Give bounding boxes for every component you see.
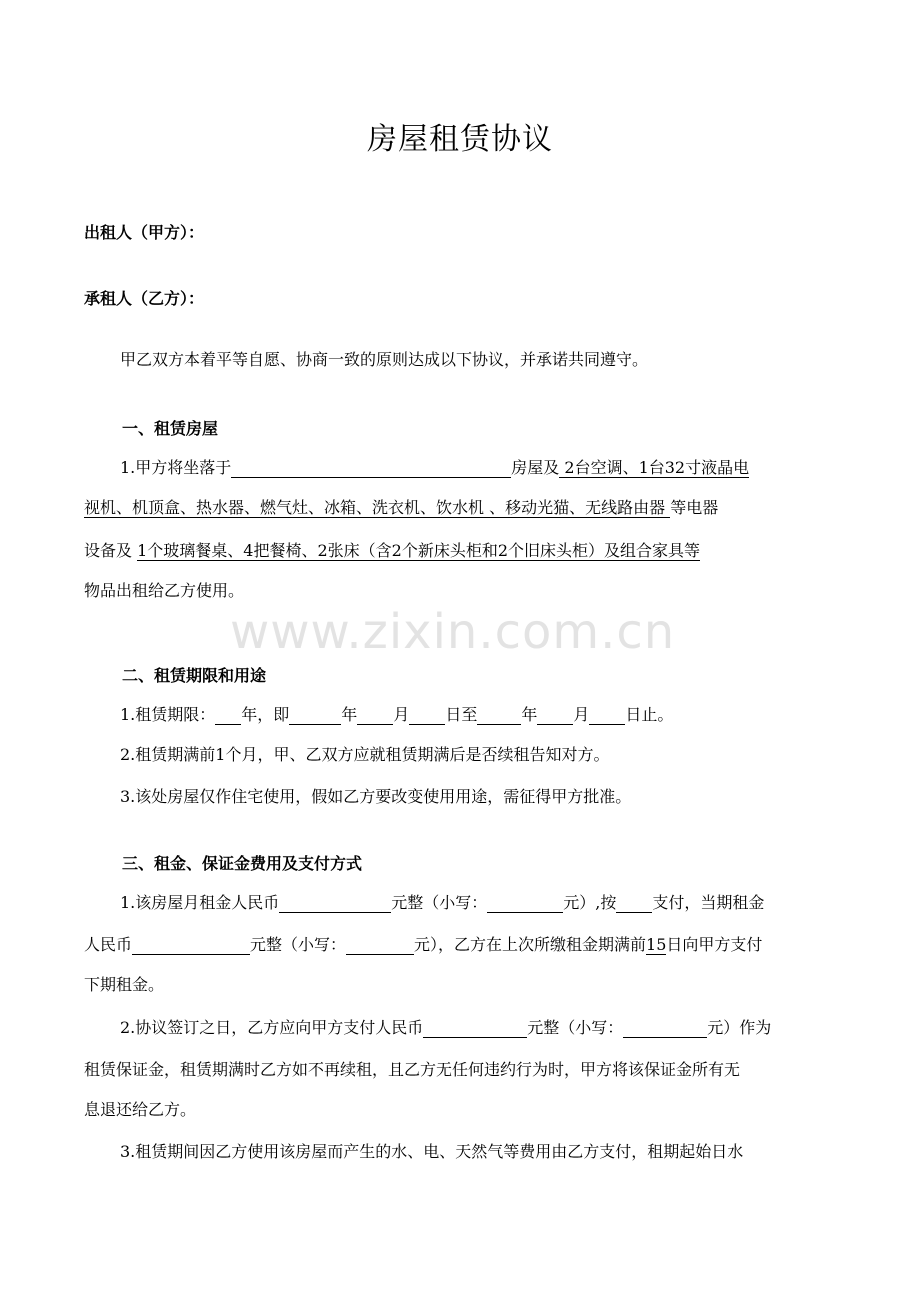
s2-text: 年 [341,705,358,724]
s2-text: 日至 [445,705,478,724]
monthly-rent-digits-blank[interactable] [487,894,563,913]
s1-text: 等电器 [670,498,719,517]
s1-line-1 [120,458,749,478]
s2-term-line [120,705,673,725]
s2-text: 1.租赁期限： [120,705,216,724]
current-rent-blank[interactable] [132,936,250,955]
s1-text: 1.甲方将坐落于 [120,458,232,477]
end-year-blank[interactable] [477,706,521,725]
s3-rent-line-2 [84,935,762,955]
s3-rent-line-1 [120,893,764,913]
intro-paragraph: 甲乙双方本着平等自愿、协商一致的原则达成以下协议，并承诺共同遵守。 [120,350,649,369]
s3-rent-line-3: 下期租金。 [84,975,165,994]
address-blank[interactable] [231,459,511,478]
s1-line-4: 物品出租给乙方使用。 [84,581,245,600]
s1-text: 设备及 [84,541,138,560]
s2-text: 年，即 [241,705,290,724]
s2-text: 年 [521,705,538,724]
s3-text: 1.该房屋月租金人民币 [120,893,280,912]
s3-text: 元整（小写： [391,893,488,912]
s2-line-3: 3.该处房屋仅作住宅使用，假如乙方要改变使用用途，需征得甲方批准。 [120,787,632,806]
s3-deposit-line-3: 息退还给乙方。 [84,1100,197,1119]
s1-line-3 [84,541,700,561]
s1-line-2 [84,498,718,518]
watermark: www.zixin.com.cn [230,604,676,660]
start-year-blank[interactable] [289,706,341,725]
s3-text: 元）作为 [707,1018,772,1037]
appliance-list: 2台空调、1台32寸液晶电 [559,458,750,477]
page-title: 房屋租赁协议 [367,122,553,157]
s3-text: 日向甲方支付 [666,935,763,954]
s3-text: 元整（小写： [250,935,347,954]
lessor-label: 出租人（甲方）： [84,223,205,242]
s3-text: 元整（小写： [527,1018,624,1037]
section-3-heading: 三、租金、保证金费用及支付方式 [122,854,363,873]
s2-text: 月 [393,705,410,724]
deposit-blank[interactable] [423,1019,527,1038]
s1-text: 房屋及 [511,458,560,477]
appliance-list: 视机、机顶盒、热水器、燃气灶、冰箱、洗衣机、饮水机 、移动光猫、无线路由器 [84,498,671,517]
start-month-blank[interactable] [357,706,393,725]
s2-text: 月 [573,705,590,724]
section-1-heading: 一、租赁房屋 [122,419,219,438]
monthly-rent-blank[interactable] [279,894,391,913]
s3-text: 支付，当期租金 [652,893,765,912]
payment-method-blank[interactable] [616,894,652,913]
s3-text: 2.协议签订之日，乙方应向甲方支付人民币 [120,1018,424,1037]
s3-deposit-line-1 [120,1018,771,1038]
lessee-label: 承租人（乙方）： [84,289,205,308]
term-years-blank[interactable] [215,706,241,725]
payment-day: 15 [646,935,667,954]
section-2-heading: 二、租赁期限和用途 [122,666,267,685]
s3-text: 人民币 [84,935,133,954]
s3-text: 元）,按 [563,893,617,912]
s3-utilities-line: 3.租赁期间因乙方使用该房屋而产生的水、电、天然气等费用由乙方支付，租期起始日水 [120,1142,744,1161]
end-day-blank[interactable] [589,706,625,725]
start-day-blank[interactable] [409,706,445,725]
s3-deposit-line-2: 租赁保证金，租赁期满时乙方如不再续租，且乙方无任何违约行为时，甲方将该保证金所有无 [84,1060,741,1079]
deposit-digits-blank[interactable] [623,1019,707,1038]
s2-line-2: 2.租赁期满前1个月，甲、乙双方应就租赁期满后是否续租告知对方。 [120,745,610,764]
current-rent-digits-blank[interactable] [346,936,414,955]
end-month-blank[interactable] [537,706,573,725]
furniture-list: 1个玻璃餐桌、4把餐椅、2张床（含2个新床头柜和2个旧床头柜）及组合家具等 [137,541,700,560]
s3-text: 元），乙方在上次所缴租金期满前 [414,935,647,954]
s2-text: 日止。 [625,705,674,724]
